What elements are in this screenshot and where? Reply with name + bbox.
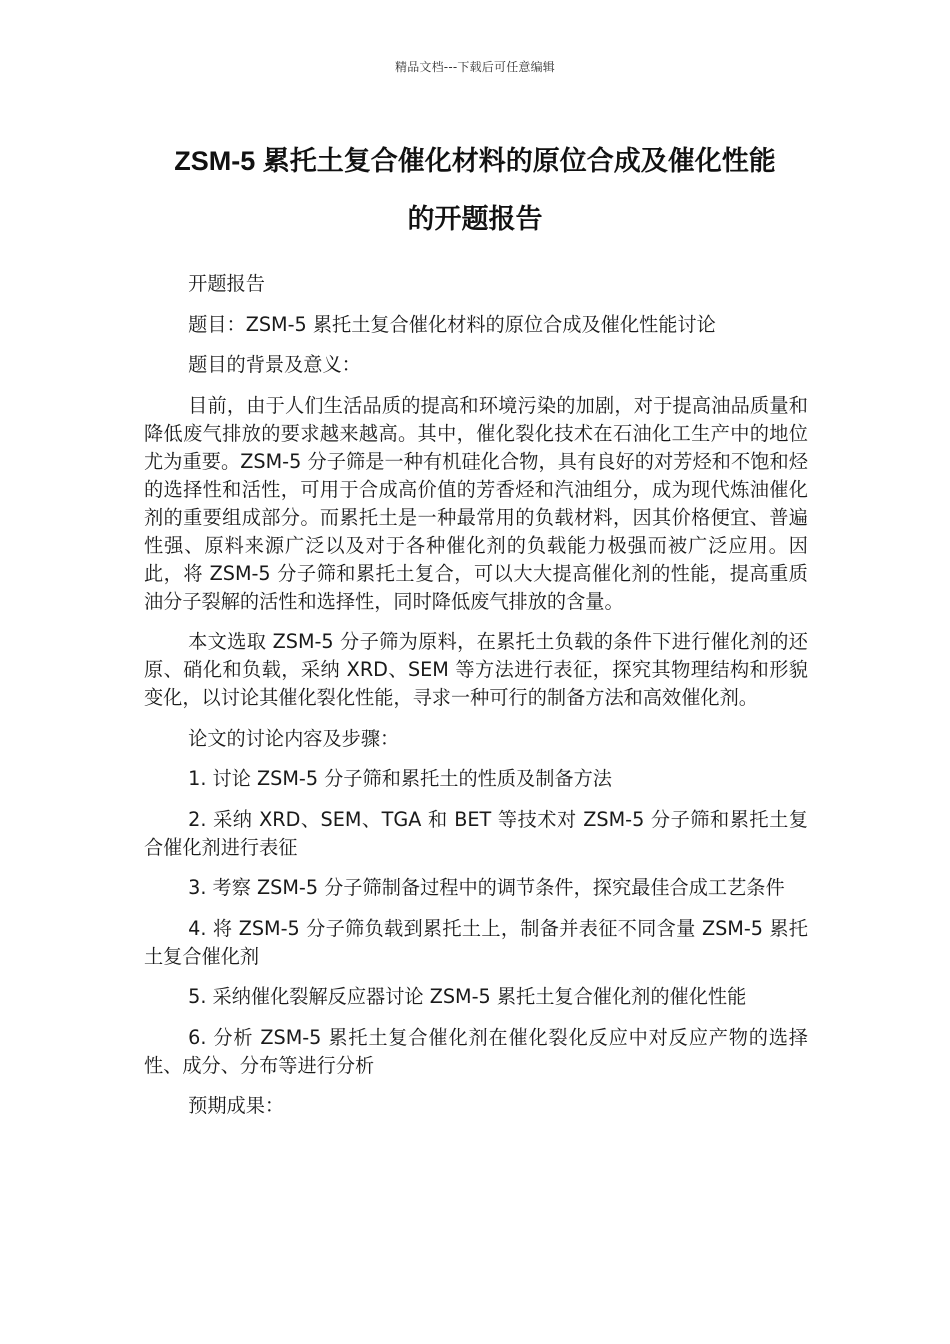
purpose-paragraph: 本文选取 ZSM-5 分子筛为原料，在累托土负载的条件下进行催化剂的还原、硝化和负载，采纳 XRD、SEM 等方法进行表征，探究其物理结构和形貌变化，以讨论其催化裂化性能，寻求一种可行的制备方法和高效催化剂。: [144, 630, 808, 709]
list-item-2: 2. 采纳 XRD、SEM、TGA 和 BET 等技术对 ZSM-5 分子筛和累托土复合催化剂进行表征: [144, 807, 808, 859]
list-item-3: 3. 考察 ZSM-5 分子筛制备过程中的调节条件，探究最佳合成工艺条件: [188, 876, 785, 899]
header-note: 精品文档---下载后可任意编辑: [395, 60, 555, 74]
document-title-line-1: ZSM-5 累托土复合催化材料的原位合成及催化性能: [174, 146, 776, 176]
list-item-5: 5. 采纳催化裂解反应器讨论 ZSM-5 累托土复合催化剂的催化性能: [188, 985, 747, 1008]
section-heading-content: 论文的讨论内容及步骤：: [188, 726, 400, 750]
topic-line: 题目：ZSM-5 累托土复合催化材料的原位合成及催化性能讨论: [188, 312, 716, 336]
list-item-4: 4. 将 ZSM-5 分子筛负载到累托土上，制备并表征不同含量 ZSM-5 累托土复合催化剂: [144, 916, 808, 968]
list-item-6: 6. 分析 ZSM-5 累托土复合催化剂在催化裂化反应中对反应产物的选择性、成分、分布等进行分析: [144, 1025, 808, 1077]
section-label-report: 开题报告: [188, 272, 265, 295]
document-body: [144, 270, 808, 1133]
background-paragraph: 目前，由于人们生活品质的提高和环境污染的加剧，对于提高油品质量和降低废气排放的要求越来越高。其中，催化裂化技术在石油化工生产中的地位尤为重要。ZSM-5 分子筛是一种有机硅化合物，具有良好的对芳烃和不饱和烃的选择性和活性，可用于合成高价值的芳香烃和汽油组分，成为现代炼油催化剂的重要组成部分。而累托土是一种最常用的负载材料，因其价格便宜、普遍性强、原料来源广泛以及对于各种催化剂的负载能力极强而被广泛应用。因此，将 ZSM-5 分子筛和累托土复合，可以大大提高催化剂的性能，提高重质油分子裂解的活性和选择性，同时降低废气排放的含量。: [144, 393, 808, 613]
document-title-line-2: 的开题报告: [407, 204, 543, 234]
document-title: [110, 132, 840, 248]
section-heading-results: 预期成果：: [188, 1094, 285, 1117]
section-heading-background: 题目的背景及意义：: [188, 353, 361, 376]
list-item-1: 1. 讨论 ZSM-5 分子筛和累托土的性质及制备方法: [188, 767, 612, 790]
